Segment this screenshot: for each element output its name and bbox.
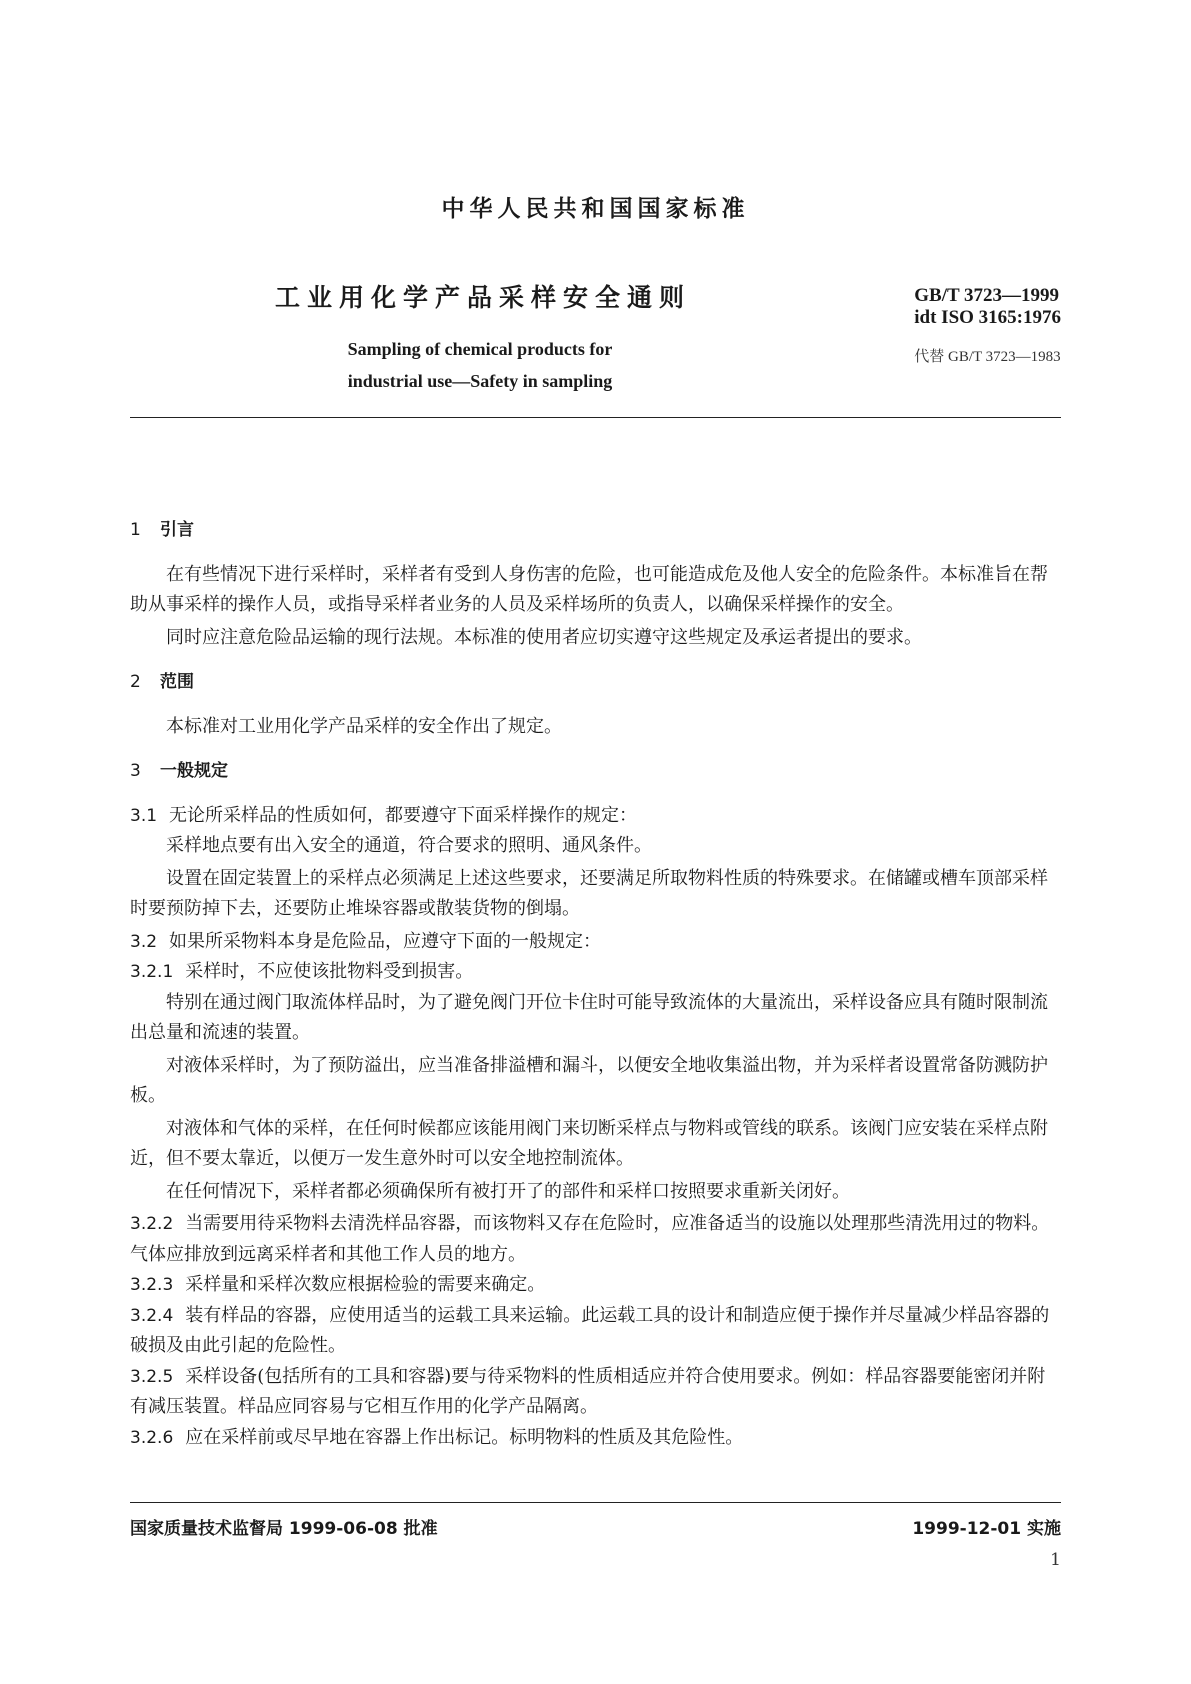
footer-divider [130,1502,1061,1503]
section-heading-2 [130,667,1061,698]
clause-number: 3.2.6 [130,1427,174,1448]
title-chinese: 工业用化学产品采样安全通则 [275,283,692,312]
document-body [130,513,1061,1453]
approval-date: 国家质量技术监督局 1999-06-08 批准 [130,1519,438,1539]
clause-number: 3.1 [130,805,158,826]
section-title: 范围 [160,672,194,692]
title-english-line1: Sampling of chemical products for [347,339,613,359]
section-number: 1 [130,520,141,540]
clause-number: 3.2.3 [130,1275,174,1295]
replaces-code: 代替 GB/T 3723—1983 [914,349,1061,365]
clause-3-2-1 [130,957,1061,988]
section-number: 3 [130,761,141,781]
page-number: 1 [1050,1550,1061,1570]
clause-number: 3.2 [130,931,158,952]
effective-date: 1999-12-01 实施 [912,1519,1061,1539]
clause-text: 无论所采样品的性质如何，都要遵守下面采样操作的规定： [169,804,638,826]
clause-number: 3.2.2 [130,1214,174,1234]
clause-text: 采样时，不应使该批物料受到损害。 [185,961,474,982]
paragraph: 本标准对工业用化学产品采样的安全作出了规定。 [166,715,562,737]
paragraph: 特别在通过阀门取流体样品时，为了避免阀门开位卡住时可能导致流体的大量流出，采样设备应具有随时限制流出总量和流速的装置。 [130,991,1048,1043]
clause-3-2-6 [130,1423,1061,1454]
clause-3-2-4 [130,1301,1061,1362]
paragraph: 设置在固定装置上的采样点必须满足上述这些要求，还要满足所取物料性质的特殊要求。在储罐或槽车顶部采样时要预防掉下去，还要防止堆垛容器或散装货物的倒塌。 [130,867,1048,919]
paragraph: 采样地点要有出入安全的通道，符合要求的照明、通风条件。 [166,835,652,856]
paragraph: 在任何情况下，采样者都必须确保所有被打开了的部件和采样口按照要求重新关闭好。 [166,1180,850,1202]
section-title: 一般规定 [160,761,228,781]
clause-3-2 [130,927,1061,958]
standard-code: GB/T 3723—1999 [914,285,1060,306]
clause-number: 3.2.1 [130,962,174,982]
idt-code: idt ISO 3165:1976 [914,307,1061,328]
clause-number: 3.2.5 [130,1366,174,1387]
clause-number: 3.2.4 [130,1305,174,1326]
paragraph: 同时应注意危险品运输的现行法规。本标准的使用者应切实遵守这些规定及承运者提出的要求。 [166,626,922,648]
standard-code-block [914,285,1061,366]
header-divider [130,417,1061,418]
section-heading-3 [130,756,1061,787]
clause-text: 如果所采物料本身是危险品，应遵守下面的一般规定： [169,930,602,952]
title-english [245,333,715,397]
clause-3-1 [130,801,1061,832]
clause-3-2-5 [130,1362,1061,1423]
clause-text: 装有样品的容器，应使用适当的运载工具来运输。此运载工具的设计和制造应便于操作并尽量减少样品容器的破损及由此引起的危险性。 [130,1304,1050,1356]
paragraph: 对液体采样时，为了预防溢出，应当准备排溢槽和漏斗，以便安全地收集溢出物，并为采样者设置常备防溅防护板。 [130,1054,1048,1106]
national-standard-label: 中华人民共和国国家标准 [441,196,750,222]
clause-text: 应在采样前或尽早地在容器上作出标记。标明物料的性质及其危险性。 [185,1426,744,1448]
title-english-line2: industrial use—Safety in sampling [347,371,613,391]
clause-text: 采样量和采样次数应根据检验的需要来确定。 [185,1274,546,1295]
section-number: 2 [130,672,141,692]
clause-text: 采样设备(包括所有的工具和容器)要与待采物料的性质相适应并符合使用要求。例如：样品容器要能密闭并附有减压装置。样品应同容易与它相互作用的化学产品隔离。 [130,1365,1046,1417]
section-title: 引言 [160,520,194,540]
paragraph: 对液体和气体的采样，在任何时候都应该能用阀门来切断采样点与物料或管线的联系。该阀门应安装在采样点附近，但不要太靠近，以便万一发生意外时可以安全地控制流体。 [130,1117,1048,1169]
clause-3-2-2 [130,1209,1061,1270]
paragraph: 在有些情况下进行采样时，采样者有受到人身伤害的危险，也可能造成危及他人安全的危险条件。本标准旨在帮助从事采样的操作人员，或指导采样者业务的人员及采样场所的负责人，以确保采样操作的安全。 [130,563,1048,615]
clause-text: 当需要用待采物料去清洗样品容器，而该物料又存在危险时，应准备适当的设施以处理那些清洗用过的物料。气体应排放到远离采样者和其他工作人员的地方。 [130,1213,1050,1265]
clause-3-2-3 [130,1270,1061,1301]
section-heading-1 [130,515,1061,546]
